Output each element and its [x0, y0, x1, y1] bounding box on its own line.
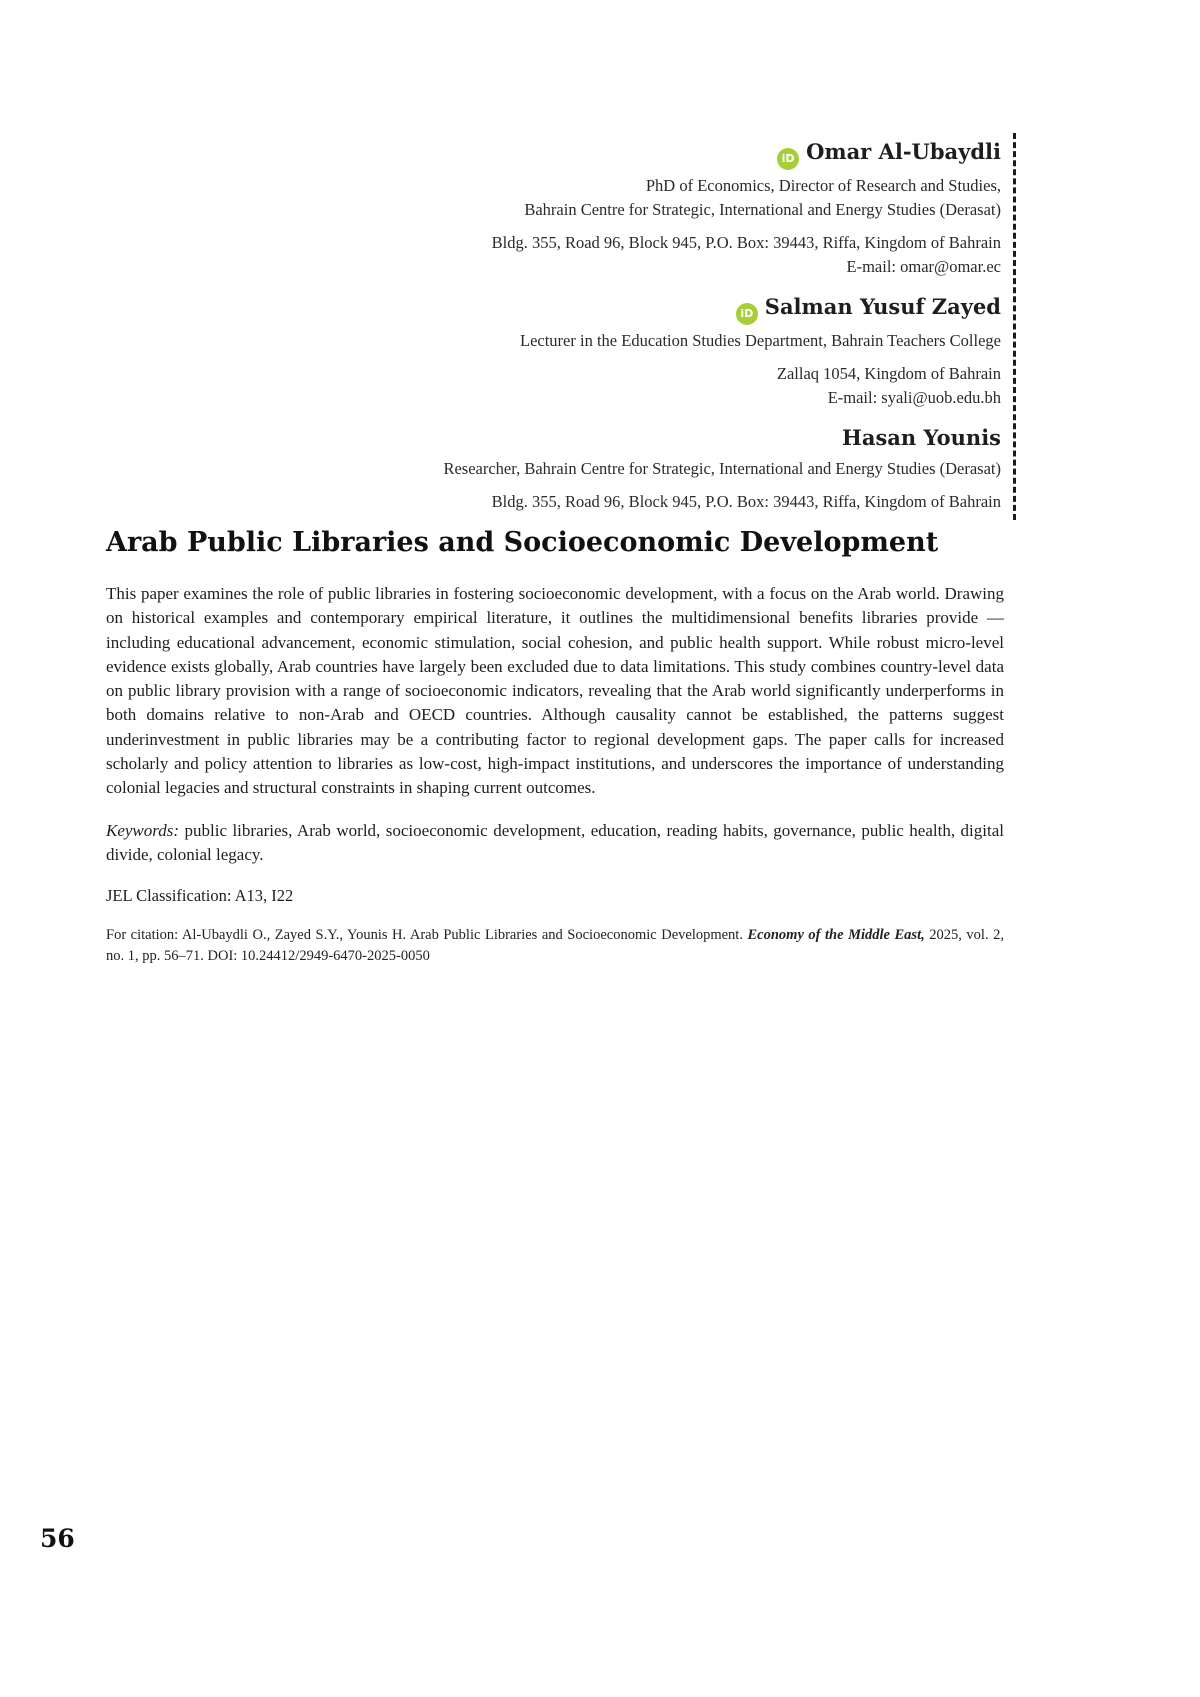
author-block [161, 133, 1016, 520]
author-entry [161, 423, 1001, 514]
author-name-row [161, 292, 1001, 325]
author-affiliation: Researcher, Bahrain Centre for Strategic, International and Energy Studies (Derasat) [443, 459, 1001, 478]
keywords-line [106, 819, 1004, 868]
page-number: 56 [40, 1524, 75, 1553]
abstract-text: This paper examines the role of public libraries in fostering socioeconomic development, with a focus on the Arab world. Drawing on historical examples and contemporary empirical literature, it outlines the multidimensional benefits libraries provide — including educational advancement, economic stimulation, social cohesion, and public health support. While robust micro-level evidence exists globally, Arab countries have largely been excluded due to data limitations. This study combines country-level data on public library provision with a range of socioeconomic indicators, revealing that the Arab world significantly underperforms in both domains relative to non-Arab and OECD countries. Although causality cannot be established, the patterns suggest underinvestment in public libraries may be a contributing factor to regional development gaps. The paper calls for increased scholarly and policy attention to libraries as low-cost, high-impact institutions, and underscores the importance of understanding colonial legacies and structural constraints in shaping current outcomes. [106, 584, 1004, 798]
author-address-group [161, 490, 1001, 514]
author-email: E-mail: omar@omar.ec [846, 257, 1001, 276]
article-body [106, 526, 1004, 967]
citation-journal-name: Economy of the Middle East, [747, 927, 925, 944]
author-name: Hasan Younis [842, 425, 1001, 450]
author-name-row [161, 137, 1001, 170]
author-address: Bldg. 355, Road 96, Block 945, P.O. Box: 39443, Riffa, Kingdom of Bahrain [491, 492, 1001, 511]
author-entry [161, 292, 1001, 410]
author-address: Bldg. 355, Road 96, Block 945, P.O. Box: 39443, Riffa, Kingdom of Bahrain [491, 233, 1001, 252]
author-name: Omar Al-Ubaydli [806, 139, 1001, 164]
author-address-group [161, 362, 1001, 410]
author-affiliation: Lecturer in the Education Studies Department, Bahrain Teachers College [520, 331, 1001, 350]
article-title: Arab Public Libraries and Socioeconomic Development [106, 527, 939, 558]
author-address: Zallaq 1054, Kingdom of Bahrain [776, 364, 1001, 383]
author-entry [161, 137, 1001, 279]
keywords-label: Keywords: [106, 820, 180, 840]
author-affiliation: Bahrain Centre for Strategic, International and Energy Studies (Derasat) [524, 200, 1001, 219]
author-email: E-mail: syali@uob.edu.bh [827, 388, 1001, 407]
citation-prefix: For citation: Al-Ubaydli O., Zayed S.Y., Younis H. Arab Public Libraries and Socioeconomic Development. [106, 927, 748, 944]
author-name: Salman Yusuf Zayed [764, 294, 1001, 319]
author-name-row [161, 423, 1001, 453]
citation-line [106, 925, 1004, 967]
author-address-group [161, 231, 1001, 279]
author-affiliation: PhD of Economics, Director of Research and Studies, [645, 176, 1001, 195]
orcid-icon: iD [736, 303, 758, 325]
keywords-text: public libraries, Arab world, socioeconomic development, education, reading habits, governance, public health, digital divide, colonial legacy. [106, 820, 1004, 864]
jel-classification: JEL Classification: A13, I22 [106, 886, 294, 906]
citation-suffix: 2025, vol. 2, no. 1, pp. 56–71. DOI: 10.24412/2949-6470-2025-0050 [106, 927, 1004, 965]
orcid-icon: iD [777, 148, 799, 170]
